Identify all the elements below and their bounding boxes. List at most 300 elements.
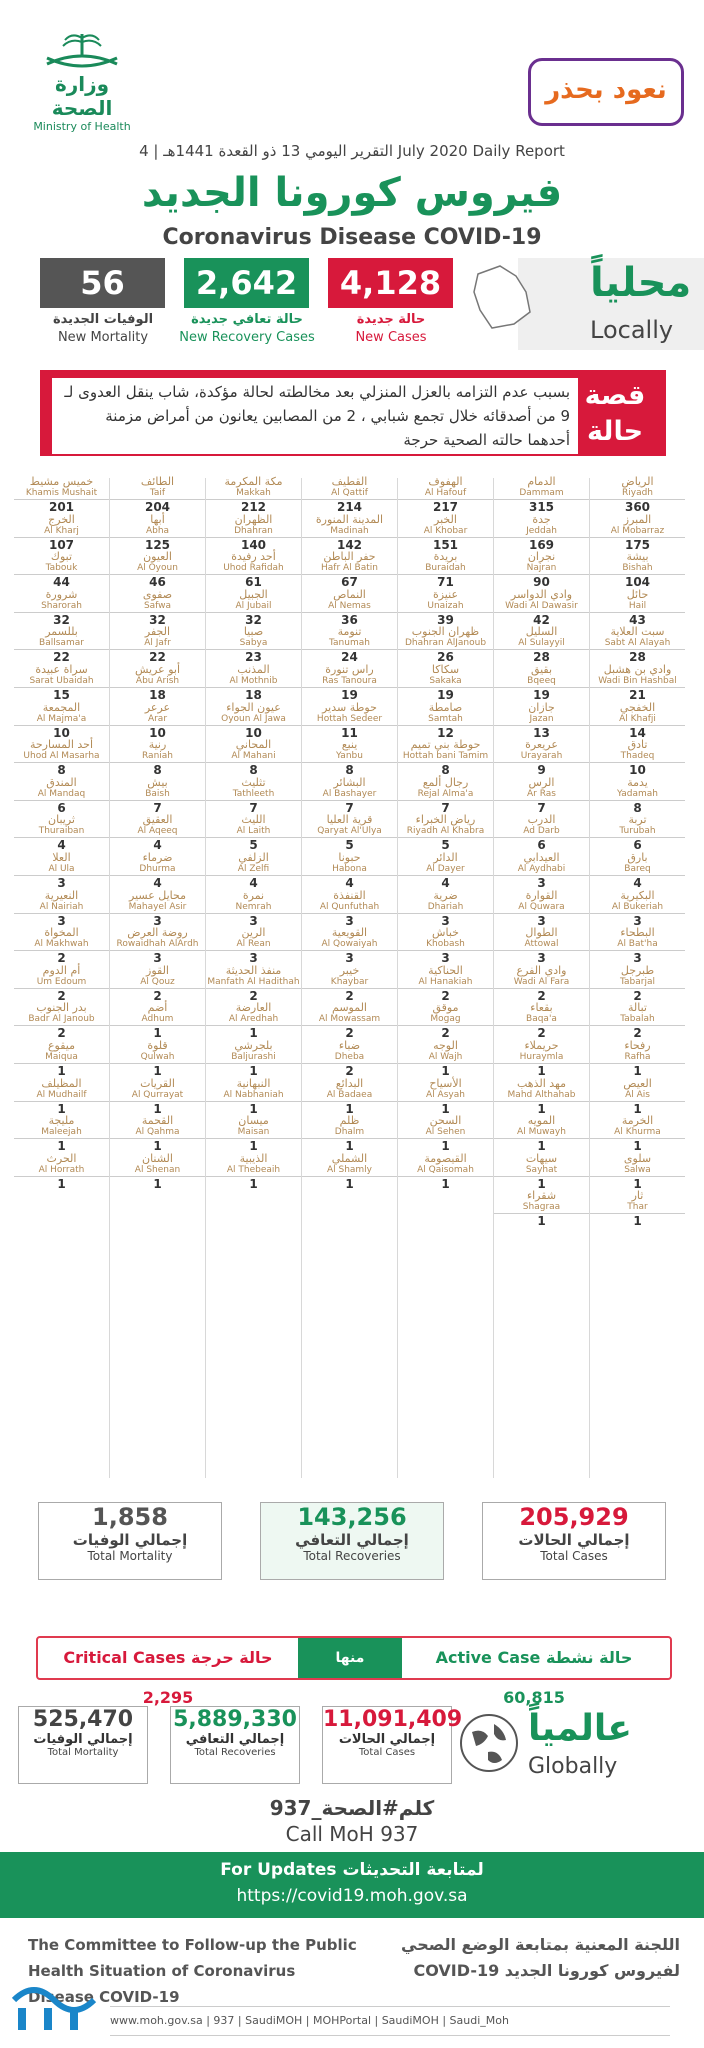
region-cell — [302, 476, 397, 514]
region-cell — [14, 890, 109, 928]
region-name-en: Al Badaea — [302, 1090, 397, 1102]
region-name-en: Sabya — [206, 638, 301, 650]
region-count: 2 — [441, 988, 450, 1003]
region-name-en: Al Jafr — [110, 638, 205, 650]
global-recoveries-label-en: Total Recoveries — [194, 1747, 276, 1758]
region-name-en: Sayhat — [494, 1165, 589, 1177]
region-cell — [494, 739, 589, 777]
region-count: 19 — [437, 687, 454, 702]
region-name-en: Jazan — [494, 714, 589, 726]
region-name-ar: المخواة — [44, 926, 79, 940]
region-name-ar: سكاكا — [431, 662, 460, 676]
region-cell — [590, 664, 685, 702]
updates-link[interactable]: https://covid19.moh.gov.sa — [236, 1886, 468, 1906]
region-cell — [302, 852, 397, 890]
region-name-en: Al Qahma — [110, 1127, 205, 1139]
region-name-ar: الشملي — [331, 1151, 368, 1165]
title-en: Coronavirus Disease COVID-19 — [162, 225, 542, 250]
region-name-ar: تادق — [627, 738, 648, 752]
region-cell — [494, 551, 589, 589]
total-recoveries-value: 143,256 — [297, 1503, 407, 1531]
region-cell — [14, 702, 109, 740]
region-cell — [494, 702, 589, 740]
global-mortality-label-ar: إجمالي الوفيات — [33, 1732, 133, 1747]
region-count: 7 — [153, 800, 162, 815]
region-name-ar: الخرج — [48, 512, 75, 526]
region-count: 217 — [432, 500, 459, 514]
region-name-ar: حائل — [626, 587, 649, 601]
region-count: 90 — [533, 575, 550, 590]
region-name-ar: السحن — [429, 1114, 462, 1128]
region-name-ar: شقراء — [526, 1189, 557, 1203]
region-count: 23 — [245, 650, 262, 665]
region-count: 3 — [537, 951, 546, 966]
region-name-en: Al Qaisomah — [398, 1165, 493, 1177]
region-count: 19 — [533, 687, 550, 702]
region-name-ar: صامطة — [428, 700, 463, 714]
region-cell — [14, 1040, 109, 1078]
region-name-en: Habona — [302, 864, 397, 876]
region-name-ar: الأسياح — [429, 1076, 462, 1090]
region-name-ar: القيصومة — [424, 1151, 467, 1165]
global-cases-value: 11,091,409 — [323, 1707, 463, 1732]
region-name-ar: البدائع — [335, 1076, 364, 1090]
region-name-ar: ظلم — [339, 1114, 360, 1128]
region-cell — [206, 1115, 301, 1153]
global-cases-card — [322, 1706, 463, 1784]
publisher-watermark-logo — [4, 1970, 104, 2040]
total-mortality-card — [38, 1502, 222, 1580]
region-count: 7 — [345, 800, 354, 815]
region-count: 32 — [245, 612, 262, 627]
region-name-ar: الدائر — [433, 850, 458, 864]
active-cases-value: 60,815 — [503, 1688, 565, 1707]
region-name-en: Al Nabhaniah — [206, 1090, 301, 1102]
region-name-ar: خباش — [432, 926, 459, 940]
globe-icon — [458, 1712, 520, 1774]
region-cell — [302, 1002, 397, 1040]
updates-title: For Updates لمتابعة التحديثات — [220, 1860, 484, 1880]
region-name-en: Jeddah — [494, 526, 589, 538]
region-cell — [398, 1002, 493, 1040]
region-count: 8 — [345, 763, 354, 778]
region-name-en: Dhahran — [206, 526, 301, 538]
region-name-ar: الجبيل — [239, 587, 268, 601]
region-name-ar: وادي الفرع — [516, 963, 567, 977]
region-count: 5 — [441, 838, 450, 853]
region-cell — [398, 514, 493, 552]
region-name-ar: الدمام — [527, 475, 556, 488]
region-cell — [302, 589, 397, 627]
region-count: 18 — [245, 687, 262, 702]
region-name-en: Dhahran AlJanoub — [398, 638, 493, 650]
region-cell — [302, 814, 397, 852]
region-name-ar: أحد رفيدة — [231, 550, 276, 564]
global-cases-label-ar: إجمالي الحالات — [338, 1732, 436, 1747]
region-cell — [302, 702, 397, 740]
region-count: 3 — [441, 913, 450, 928]
saudi-map-icon — [470, 262, 534, 332]
region-name-en: Maleejah — [14, 1127, 109, 1139]
region-cell — [590, 476, 685, 514]
region-count: 2 — [633, 988, 642, 1003]
new-mortality-label-ar: الوفيات الجديدة — [52, 312, 154, 327]
region-name-en: Al Jubail — [206, 601, 301, 613]
region-name-ar: حفر الباطن — [323, 550, 376, 564]
region-cell — [494, 890, 589, 928]
active-cases-label: Active Case حالة نشطة — [435, 1648, 633, 1667]
region-count: 67 — [341, 575, 358, 590]
region-cell — [14, 589, 109, 627]
region-cell — [206, 814, 301, 852]
region-name-en: Qaryat Al'Ulya — [302, 826, 397, 838]
region-count: 1 — [57, 1139, 66, 1154]
region-name-ar: خيبر — [339, 963, 360, 977]
region-count: 44 — [53, 575, 70, 590]
region-cell — [590, 852, 685, 890]
region-name-en: Al Quwara — [494, 902, 589, 914]
region-name-ar: المويه — [527, 1114, 556, 1128]
region-count: 24 — [341, 650, 358, 665]
region-name-ar: الطائف — [140, 475, 175, 488]
region-cell — [302, 965, 397, 1003]
region-name-en: Ad Darb — [494, 826, 589, 838]
region-name-ar: بقيق — [530, 662, 553, 676]
palm-swords-icon — [37, 30, 127, 72]
region-count: 1 — [153, 1139, 162, 1154]
region-count: 3 — [345, 951, 354, 966]
region-name-ar: طبرجل — [620, 963, 655, 977]
region-name-ar: البكيرية — [620, 888, 655, 902]
region-cell — [110, 852, 205, 890]
region-count: 8 — [57, 763, 66, 778]
region-count: 21 — [629, 687, 646, 702]
region-column — [494, 476, 589, 1228]
region-name-en: Mogag — [398, 1014, 493, 1026]
social-links[interactable]: www.moh.gov.sa | 937 | SaudiMOH | MOHPortal | SaudiMOH | Saudi_Moh — [110, 2006, 670, 2036]
campaign-badge-text: نعود بحذر — [545, 75, 667, 105]
region-name-en: Sakaka — [398, 676, 493, 688]
region-cell — [302, 777, 397, 815]
region-count: 142 — [336, 537, 363, 552]
region-count: 1 — [633, 1176, 642, 1191]
region-count: 19 — [341, 687, 358, 702]
region-count: 3 — [249, 951, 258, 966]
region-name-en: Al Nemas — [302, 601, 397, 613]
region-count: 18 — [149, 687, 166, 702]
region-name-en: Maisan — [206, 1127, 301, 1139]
region-name-en: Al Wajh — [398, 1052, 493, 1064]
region-name-en: Mahayel Asir — [110, 902, 205, 914]
region-cell — [494, 852, 589, 890]
global-cases-label-en: Total Cases — [358, 1747, 416, 1758]
region-count: 4 — [633, 875, 642, 890]
total-mortality-label-ar: إجمالي الوفيات — [72, 1531, 188, 1549]
call-moh-ar: كلم#الصحة_937 — [269, 1796, 435, 1820]
region-cell — [590, 927, 685, 965]
region-name-ar: ضرية — [433, 888, 458, 902]
region-count: 7 — [537, 800, 546, 815]
region-name-ar: رياض الخبراء — [415, 813, 476, 827]
region-name-ar: الحناكية — [428, 963, 463, 977]
region-name-ar: المجمعة — [42, 700, 81, 714]
region-count: 8 — [153, 763, 162, 778]
region-name-en: Al Majma'a — [14, 714, 109, 726]
region-cell — [398, 739, 493, 777]
region-cell — [206, 589, 301, 627]
region-name-en: Riyadh — [590, 488, 685, 500]
region-name-ar: العقيق — [142, 813, 173, 827]
region-name-en: Najran — [494, 563, 589, 575]
locally-label-ar: محلياً — [590, 260, 692, 306]
region-name-ar: ظهران الجنوب — [411, 625, 480, 639]
region-name-ar: ثريبان — [48, 813, 75, 827]
region-name-ar: منفذ الحديثة — [225, 963, 282, 977]
region-name-en: Wadi Bin Hashbal — [590, 676, 685, 688]
region-name-ar: عريعرة — [525, 738, 558, 752]
region-cell — [14, 927, 109, 965]
region-count: 5 — [249, 838, 258, 853]
region-count: 1 — [345, 1101, 354, 1116]
region-cell — [206, 626, 301, 664]
new-recovery-label-ar: حالة تعافي جديدة — [191, 312, 303, 327]
region-name-ar: البطحاء — [620, 926, 655, 940]
global-mortality-value: 525,470 — [32, 1707, 134, 1732]
region-name-en: Urayarah — [494, 751, 589, 763]
region-name-ar: أبو عريش — [134, 662, 180, 676]
region-cell — [590, 814, 685, 852]
region-name-en: Al Sehen — [398, 1127, 493, 1139]
region-name-ar: حوطة سدير — [322, 700, 377, 714]
region-cell — [206, 852, 301, 890]
region-name-en: Al Khobar — [398, 526, 493, 538]
region-count: 104 — [624, 575, 651, 590]
region-count: 1 — [153, 1026, 162, 1041]
region-cell — [110, 626, 205, 664]
region-count: 1 — [537, 1176, 546, 1191]
locally-label-en: Locally — [590, 316, 674, 344]
region-cell — [398, 1153, 493, 1191]
region-count: 201 — [48, 500, 75, 514]
region-cell — [110, 1002, 205, 1040]
region-name-en: Hottah Sedeer — [302, 714, 397, 726]
region-name-en: Rejal Alma'a — [398, 789, 493, 801]
region-count: 4 — [249, 875, 258, 890]
region-name-ar: بللسمر — [45, 625, 78, 639]
region-cell — [398, 965, 493, 1003]
region-name-ar: صبيا — [243, 625, 264, 639]
region-cell — [110, 589, 205, 627]
region-cell — [494, 626, 589, 664]
region-count: 1 — [633, 1101, 642, 1116]
region-cell — [494, 1153, 589, 1191]
region-name-ar: ضباء — [338, 1038, 361, 1052]
region-cell — [398, 664, 493, 702]
region-count: 212 — [240, 500, 267, 514]
region-cell — [302, 1153, 397, 1191]
region-cell — [206, 551, 301, 589]
region-cell — [14, 626, 109, 664]
region-cell — [494, 777, 589, 815]
region-name-en: Al Thebeaih — [206, 1165, 301, 1177]
region-name-ar: أبها — [150, 512, 165, 526]
region-name-en: Al Shenan — [110, 1165, 205, 1177]
new-cases-label-en: New Cases — [355, 330, 427, 345]
region-cell — [398, 589, 493, 627]
critical-cases-label: Critical Cases حالة حرجة — [63, 1648, 273, 1667]
region-cell — [14, 965, 109, 1003]
region-cell — [206, 965, 301, 1003]
region-count: 3 — [537, 913, 546, 928]
region-count: 315 — [528, 500, 555, 514]
region-count: 2 — [57, 951, 66, 966]
campaign-badge — [528, 58, 684, 126]
region-count: 1 — [249, 1026, 258, 1041]
region-cell — [302, 1078, 397, 1116]
region-name-en: Al Mobarraz — [590, 526, 685, 538]
region-name-ar: بارق — [627, 850, 648, 864]
region-cell — [590, 777, 685, 815]
region-count: 169 — [528, 537, 555, 552]
column-divider — [205, 478, 206, 1478]
region-name-ar: بقعاء — [530, 1001, 553, 1015]
region-cell — [206, 514, 301, 552]
region-cell — [302, 927, 397, 965]
region-cell — [590, 1153, 685, 1191]
region-name-ar: الموسم — [332, 1001, 367, 1015]
region-count: 1 — [537, 1214, 546, 1229]
total-cases-value: 205,929 — [519, 1503, 629, 1531]
region-cell — [110, 1078, 205, 1116]
column-divider — [109, 478, 110, 1478]
region-name-ar: موقق — [432, 1001, 459, 1015]
region-name-en: Yanbu — [302, 751, 397, 763]
active-cases — [402, 1638, 666, 1707]
region-cell — [110, 890, 205, 928]
region-name-en: Al Kharj — [14, 526, 109, 538]
region-name-ar: القطيف — [331, 475, 368, 488]
region-count: 2 — [537, 1026, 546, 1041]
region-column — [206, 476, 301, 1190]
region-count: 1 — [633, 1063, 642, 1078]
region-cell — [14, 664, 109, 702]
region-count: 4 — [153, 875, 162, 890]
region-cell — [590, 589, 685, 627]
region-cell — [590, 965, 685, 1003]
region-name-en: Sabt Al Alayah — [590, 638, 685, 650]
region-cell — [590, 514, 685, 552]
global-recoveries-value: 5,889,330 — [173, 1707, 297, 1732]
region-name-en: Al Asyah — [398, 1090, 493, 1102]
region-name-ar: القحمة — [141, 1114, 174, 1128]
daily-report-line: التقرير اليومي 13 ذو القعدة 1441هـ | 4 July 2020 Daily Report — [139, 142, 565, 160]
region-cell — [590, 551, 685, 589]
region-name-ar: العارضة — [235, 1001, 272, 1015]
region-name-ar: بلجرشي — [234, 1038, 273, 1052]
region-cell — [206, 1040, 301, 1078]
region-name-en: Tabouk — [14, 563, 109, 575]
region-name-en: Attowal — [494, 939, 589, 951]
region-name-ar: راس تنورة — [325, 662, 374, 676]
region-name-en: Abha — [110, 526, 205, 538]
region-name-ar: سيهات — [525, 1151, 558, 1165]
global-mortality-card — [18, 1706, 148, 1784]
region-name-en: Maiqua — [14, 1052, 109, 1064]
case-story-title: قصة حالة — [584, 380, 646, 447]
region-name-en: Al Mothnib — [206, 676, 301, 688]
region-name-en: Wadi Al Fara — [494, 977, 589, 989]
region-name-en: Uhod Rafidah — [206, 563, 301, 575]
committee-name-ar: اللجنة المعنية بمتابعة الوضع الصحي لفيروس كورونا الجديد COVID-19 — [401, 1935, 680, 1980]
total-cases-label-en: Total Cases — [540, 1549, 608, 1563]
column-divider — [493, 478, 494, 1478]
region-count: 28 — [629, 650, 646, 665]
region-cell — [398, 777, 493, 815]
region-cell — [398, 1115, 493, 1153]
new-recovery-value: 2,642 — [184, 258, 309, 308]
new-recovery-label-en: New Recovery Cases — [179, 330, 315, 345]
region-name-en: Madinah — [302, 526, 397, 538]
region-name-en: Sharorah — [14, 601, 109, 613]
region-count: 11 — [341, 725, 358, 740]
region-name-ar: بدر الجنوب — [36, 1001, 87, 1015]
column-divider — [397, 478, 398, 1478]
region-name-en: Bishah — [590, 563, 685, 575]
region-count: 2 — [153, 988, 162, 1003]
region-name-ar: المندق — [46, 775, 77, 789]
region-name-en: Al Shamly — [302, 1165, 397, 1177]
region-cell — [590, 1078, 685, 1116]
region-count: 2 — [345, 988, 354, 1003]
region-count: 10 — [245, 725, 262, 740]
region-name-en: Manfath Al Hadithah — [207, 976, 300, 987]
region-cell — [14, 852, 109, 890]
total-recoveries-card — [260, 1502, 444, 1580]
region-cell — [302, 1040, 397, 1078]
region-cell — [14, 739, 109, 777]
region-name-ar: حبونا — [338, 850, 361, 864]
region-cell — [302, 1115, 397, 1153]
critical-cases — [38, 1638, 298, 1707]
region-name-ar: مهد الذهب — [516, 1076, 567, 1090]
region-count: 42 — [533, 612, 550, 627]
region-count: 1 — [153, 1063, 162, 1078]
region-cell — [398, 814, 493, 852]
region-name-en: Bareq — [590, 864, 685, 876]
region-cell — [110, 664, 205, 702]
region-count: 13 — [533, 725, 550, 740]
region-name-ar: تربة — [628, 813, 647, 827]
region-name-ar: شرورة — [45, 587, 78, 601]
region-name-ar: يدمة — [627, 775, 648, 789]
region-cell — [14, 1115, 109, 1153]
region-name-ar: رنية — [148, 738, 167, 752]
global-recoveries-card — [170, 1706, 300, 1784]
region-name-en: Al Qattif — [302, 488, 397, 500]
region-count: 36 — [341, 612, 358, 627]
region-count: 4 — [57, 838, 66, 853]
region-count: 3 — [153, 913, 162, 928]
region-name-en: Dammam — [494, 488, 589, 500]
region-name-en: Arar — [110, 714, 205, 726]
region-count: 3 — [153, 951, 162, 966]
region-name-ar: قلوة — [147, 1038, 168, 1052]
region-name-ar: الخرمة — [621, 1114, 654, 1128]
region-cell — [494, 664, 589, 702]
case-story-text: بسبب عدم التزامه بالعزل المنزلي بعد مخالطته لحالة مؤكدة، شاب ينقل العدوى لـ 9 من أصدقائه خلال تجمع شبابي ، 2 من المصابين يعانون من أمراض مزمنة أحدهما حالته الصحية حرجة — [52, 378, 578, 454]
region-count: 1 — [345, 1139, 354, 1154]
region-name-ar: سراة عبيدة — [35, 662, 88, 676]
